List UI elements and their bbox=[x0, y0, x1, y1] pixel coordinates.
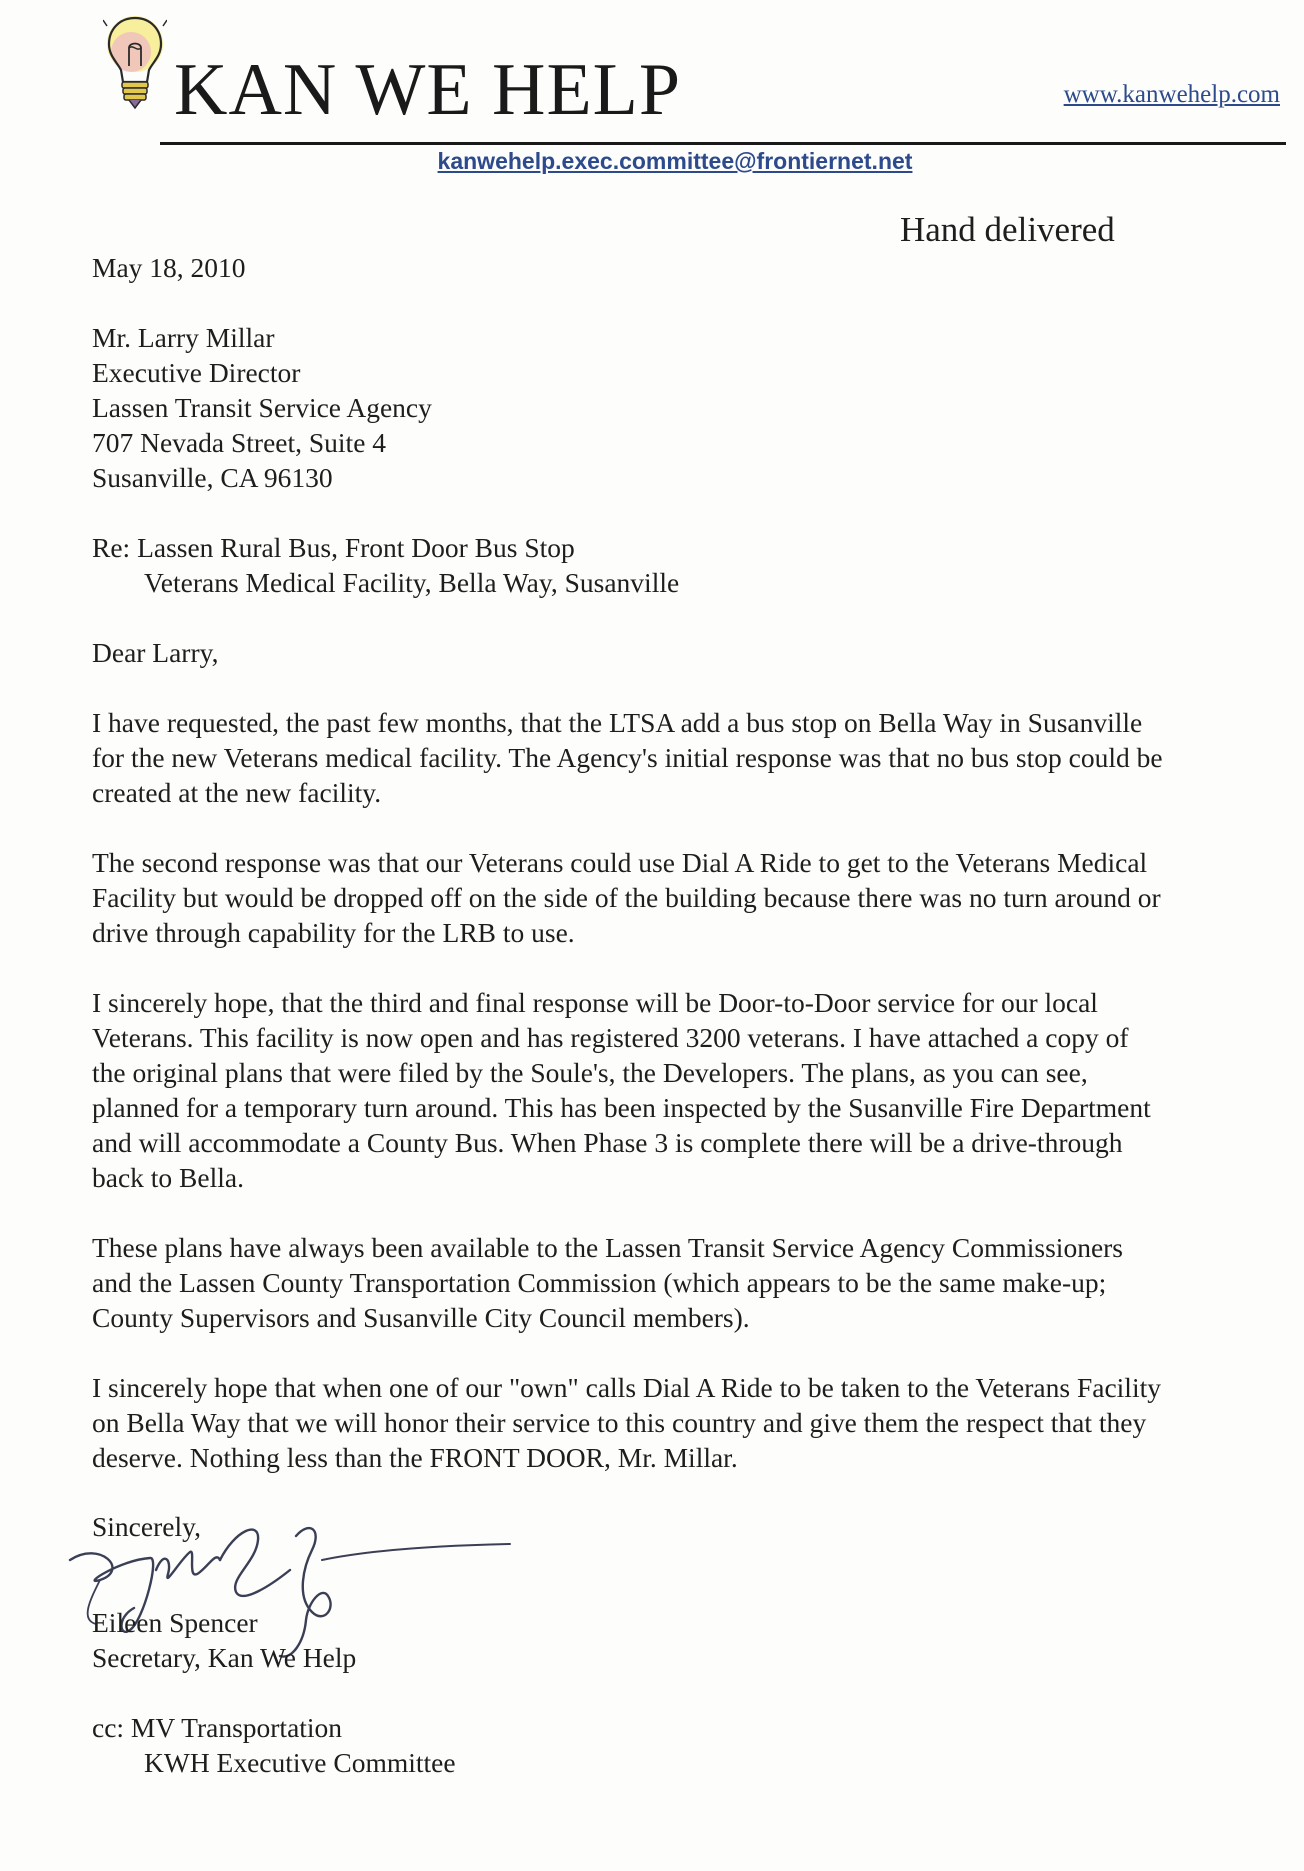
paragraph-line: County Supervisors and Susanville City Council members). bbox=[92, 1302, 750, 1333]
paragraph-line: I have requested, the past few months, that the LTSA add a bus stop on Bella Way in Susanville bbox=[92, 707, 1143, 738]
signer-name: Eileen Spencer bbox=[92, 1607, 258, 1638]
paragraph-line: I sincerely hope, that the third and final response will be Door-to-Door service for our local bbox=[92, 987, 1098, 1018]
paragraph bbox=[92, 985, 1292, 1195]
email-link[interactable]: kanwehelp.exec.committee@frontiernet.net bbox=[437, 148, 913, 174]
paragraph-line: The second response was that our Veterans could use Dial A Ride to get to the Veterans Medical bbox=[92, 847, 1148, 878]
letter-body bbox=[92, 250, 1292, 1510]
cc-line: cc: MV Transportation bbox=[92, 1712, 343, 1743]
paragraph-line: drive through capability for the LRB to use. bbox=[92, 917, 575, 948]
signer-title: Secretary, Kan We Help bbox=[92, 1642, 357, 1673]
paragraph-line: and will accommodate a County Bus. When Phase 3 is complete there will be a drive-through bbox=[92, 1127, 1123, 1158]
paragraph-line: and the Lassen County Transportation Commission (which appears to be the same make-up; bbox=[92, 1267, 1107, 1298]
paragraph bbox=[92, 1230, 1292, 1335]
paragraph-line: deserve. Nothing less than the FRONT DOOR, Mr. Millar. bbox=[92, 1442, 738, 1473]
subject-block bbox=[92, 530, 1292, 600]
cc-line: KWH Executive Committee bbox=[144, 1747, 456, 1778]
org-name: KAN WE HELP bbox=[174, 49, 682, 131]
paragraph-line: I sincerely hope that when one of our "own" calls Dial A Ride to be taken to the Veterans Facility bbox=[92, 1372, 1161, 1403]
lightbulb-icon bbox=[103, 12, 167, 116]
signer-block bbox=[92, 1605, 356, 1675]
letterhead-divider bbox=[160, 142, 1286, 145]
cc-block bbox=[92, 1710, 456, 1780]
paragraph-line: the original plans that were filed by the Soule's, the Developers. The plans, as you can see, bbox=[92, 1057, 1088, 1088]
recipient-line: Executive Director bbox=[92, 357, 301, 388]
paragraph-line: planned for a temporary turn around. This has been inspected by the Susanville Fire Department bbox=[92, 1092, 1151, 1123]
subject-line: Veterans Medical Facility, Bella Way, Susanville bbox=[144, 567, 680, 598]
paragraph-line: Veterans. This facility is now open and has registered 3200 veterans. I have attached a copy of bbox=[92, 1022, 1129, 1053]
closing: Sincerely, bbox=[92, 1511, 201, 1542]
paragraph bbox=[92, 1370, 1292, 1475]
recipient-line: 707 Nevada Street, Suite 4 bbox=[92, 427, 387, 458]
recipient-line: Lassen Transit Service Agency bbox=[92, 392, 432, 423]
recipient-line: Susanville, CA 96130 bbox=[92, 462, 333, 493]
letter-date: May 18, 2010 bbox=[92, 252, 246, 283]
salutation: Dear Larry, bbox=[92, 637, 219, 668]
subject-line: Re: Lassen Rural Bus, Front Door Bus Stop bbox=[92, 532, 575, 563]
delivery-note: Hand delivered bbox=[900, 210, 1115, 249]
recipient-line: Mr. Larry Millar bbox=[92, 322, 275, 353]
paragraph-line: on Bella Way that we will honor their service to this country and give them the respect that they bbox=[92, 1407, 1147, 1438]
paragraph-line: back to Bella. bbox=[92, 1162, 244, 1193]
paragraph bbox=[92, 845, 1292, 950]
paragraph-line: Facility but would be dropped off on the side of the building because there was no turn around or bbox=[92, 882, 1161, 913]
website-link[interactable]: www.kanwehelp.com bbox=[1063, 81, 1280, 108]
recipient-address bbox=[92, 320, 1292, 495]
paragraph-line: These plans have always been available to the Lassen Transit Service Agency Commissioners bbox=[92, 1232, 1124, 1263]
paragraph-line: created at the new facility. bbox=[92, 777, 382, 808]
paragraph bbox=[92, 705, 1292, 810]
paragraph-line: for the new Veterans medical facility. The Agency's initial response was that no bus stop could be bbox=[92, 742, 1163, 773]
